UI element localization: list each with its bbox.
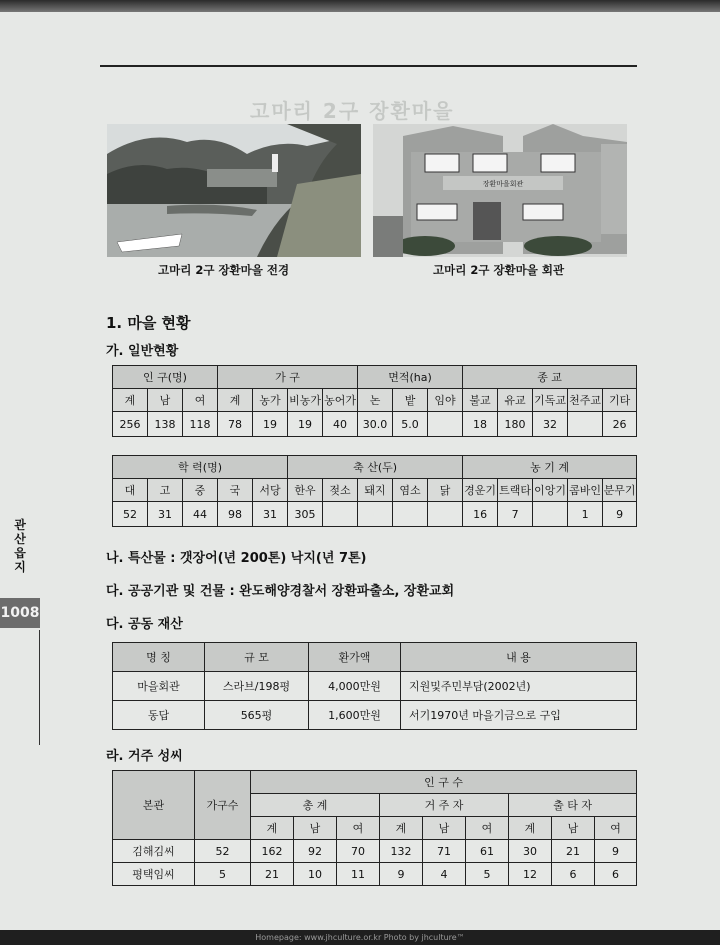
table-cell [323, 502, 358, 527]
column-header: 닭 [428, 479, 463, 502]
page-footer: Homepage: www.jhculture.or.kr Photo by jhculture™ [0, 930, 720, 945]
column-header: 서당 [253, 479, 288, 502]
surnames-title: 라. 거주 성씨 [106, 749, 183, 764]
column-header: 계 [218, 389, 253, 412]
column-header: 농가 [253, 389, 288, 412]
side-rule [39, 630, 40, 745]
asset-name: 동답 [113, 701, 205, 730]
group-population: 인 구(명) [113, 366, 218, 389]
table-row [113, 840, 637, 863]
table-cell: 6 [552, 863, 595, 886]
header-households: 가구수 [195, 771, 251, 840]
column-header: 남 [552, 817, 595, 840]
table-cell: 26 [603, 412, 637, 437]
group-religion: 종 교 [463, 366, 637, 389]
table-cell: 19 [253, 412, 288, 437]
column-header: 논 [358, 389, 393, 412]
column-header: 이앙기 [533, 479, 568, 502]
asset-size: 565평 [205, 701, 309, 730]
table-cell: 32 [533, 412, 568, 437]
table-cell: 138 [148, 412, 183, 437]
table-row [113, 701, 637, 730]
table-cell: 78 [218, 412, 253, 437]
section-tab-label: 관 산 읍 지 [14, 518, 26, 574]
table-cell [358, 502, 393, 527]
village-panorama-photo [107, 124, 361, 257]
table-cell: 31 [148, 502, 183, 527]
table-cell: 61 [466, 840, 509, 863]
table-cell: 132 [380, 840, 423, 863]
group-households: 가 구 [218, 366, 358, 389]
assets-header-value: 환가액 [309, 643, 401, 672]
table-cell: 305 [288, 502, 323, 527]
public-facilities-line: 다. 공공기관 및 건물 : 완도해양경찰서 장환파출소, 장환교회 [106, 584, 455, 599]
table-cell: 12 [509, 863, 552, 886]
column-header: 고 [148, 479, 183, 502]
group-away: 출 타 자 [509, 794, 637, 817]
common-assets-title: 다. 공동 재산 [106, 617, 183, 632]
group-total: 총 계 [251, 794, 380, 817]
table-cell [533, 502, 568, 527]
table-cell: 5 [466, 863, 509, 886]
asset-content: 지원및주민부담(2002년) [401, 672, 637, 701]
table-cell: 5 [195, 863, 251, 886]
column-header: 불교 [463, 389, 498, 412]
table-cell: 52 [195, 840, 251, 863]
section-side-tab [0, 510, 40, 630]
specialty-line: 나. 특산물 : 갯장어(년 200톤) 낙지(년 7톤) [106, 551, 367, 566]
column-header: 비농가 [288, 389, 323, 412]
column-header: 트랙타 [498, 479, 533, 502]
table-cell: 30 [509, 840, 552, 863]
table-cell: 256 [113, 412, 148, 437]
header-population: 인 구 수 [251, 771, 637, 794]
table-cell: 1 [568, 502, 603, 527]
table-cell: 180 [498, 412, 533, 437]
table-cell: 98 [218, 502, 253, 527]
column-header: 기타 [603, 389, 637, 412]
surnames-table [112, 770, 637, 886]
column-header: 여 [183, 389, 218, 412]
asset-value: 4,000만원 [309, 672, 401, 701]
table-cell: 9 [595, 840, 637, 863]
column-header: 천주교 [568, 389, 603, 412]
table-cell: 52 [113, 502, 148, 527]
table-cell: 평택임씨 [113, 863, 195, 886]
table-row [113, 672, 637, 701]
column-header: 남 [294, 817, 337, 840]
table-cell: 92 [294, 840, 337, 863]
asset-name: 마을회관 [113, 672, 205, 701]
asset-value: 1,600만원 [309, 701, 401, 730]
table-cell: 162 [251, 840, 294, 863]
table-cell: 31 [253, 502, 288, 527]
background-watermark: 고마리 2구 장환마을 [250, 99, 455, 123]
column-header: 염소 [393, 479, 428, 502]
assets-header-size: 규 모 [205, 643, 309, 672]
section-title: 1. 마을 현황 [106, 314, 191, 332]
table-cell [568, 412, 603, 437]
column-header: 계 [113, 389, 148, 412]
group-machinery: 농 기 계 [463, 456, 637, 479]
column-header: 여 [337, 817, 380, 840]
group-livestock: 축 산(두) [288, 456, 463, 479]
group-residents: 거 주 자 [380, 794, 509, 817]
column-header: 임야 [428, 389, 463, 412]
table-cell [428, 502, 463, 527]
table-cell: 7 [498, 502, 533, 527]
table-cell: 118 [183, 412, 218, 437]
column-header: 남 [148, 389, 183, 412]
column-header: 유교 [498, 389, 533, 412]
assets-header-name: 명 칭 [113, 643, 205, 672]
table-cell: 김해김씨 [113, 840, 195, 863]
column-header: 콤바인 [568, 479, 603, 502]
table-cell: 10 [294, 863, 337, 886]
table-cell: 9 [603, 502, 637, 527]
column-header: 계 [251, 817, 294, 840]
column-header: 한우 [288, 479, 323, 502]
table-cell: 70 [337, 840, 380, 863]
column-header: 국 [218, 479, 253, 502]
table-cell [393, 502, 428, 527]
group-area: 면적(ha) [358, 366, 463, 389]
table-cell: 18 [463, 412, 498, 437]
right-photo-caption: 고마리 2구 장환마을 회관 [433, 263, 565, 277]
column-header: 대 [113, 479, 148, 502]
column-header: 경운기 [463, 479, 498, 502]
column-header: 젖소 [323, 479, 358, 502]
education-livestock-machinery-table [112, 455, 637, 527]
table-cell: 30.0 [358, 412, 393, 437]
table-cell: 71 [423, 840, 466, 863]
assets-header-content: 내 용 [401, 643, 637, 672]
table-cell: 40 [323, 412, 358, 437]
column-header: 중 [183, 479, 218, 502]
table-cell: 5.0 [393, 412, 428, 437]
column-header: 돼지 [358, 479, 393, 502]
table-cell [428, 412, 463, 437]
table-cell: 21 [251, 863, 294, 886]
common-assets-table [112, 642, 637, 730]
left-photo-caption: 고마리 2구 장환마을 전경 [158, 263, 290, 277]
header-rule [100, 65, 637, 67]
general-status-title: 가. 일반현황 [106, 344, 179, 359]
table-cell: 44 [183, 502, 218, 527]
table-row [113, 863, 637, 886]
table-cell: 9 [380, 863, 423, 886]
table-cell: 16 [463, 502, 498, 527]
header-bongwan: 본관 [113, 771, 195, 840]
table-cell: 4 [423, 863, 466, 886]
column-header: 기독교 [533, 389, 568, 412]
column-header: 여 [466, 817, 509, 840]
column-header: 계 [509, 817, 552, 840]
group-education: 학 력(명) [113, 456, 288, 479]
column-header: 분무기 [603, 479, 637, 502]
village-hall-photo [373, 124, 627, 257]
general-status-table [112, 365, 637, 437]
table-cell: 19 [288, 412, 323, 437]
column-header: 밭 [393, 389, 428, 412]
column-header: 남 [423, 817, 466, 840]
column-header: 농어가 [323, 389, 358, 412]
asset-content: 서기1970년 마을기금으로 구입 [401, 701, 637, 730]
table-cell: 6 [595, 863, 637, 886]
page-number: 1008 [0, 598, 40, 628]
table-cell: 21 [552, 840, 595, 863]
hall-sign-text: 장환마을회관 [482, 180, 524, 188]
asset-size: 스라브/198평 [205, 672, 309, 701]
column-header: 여 [595, 817, 637, 840]
table-cell: 11 [337, 863, 380, 886]
column-header: 계 [380, 817, 423, 840]
